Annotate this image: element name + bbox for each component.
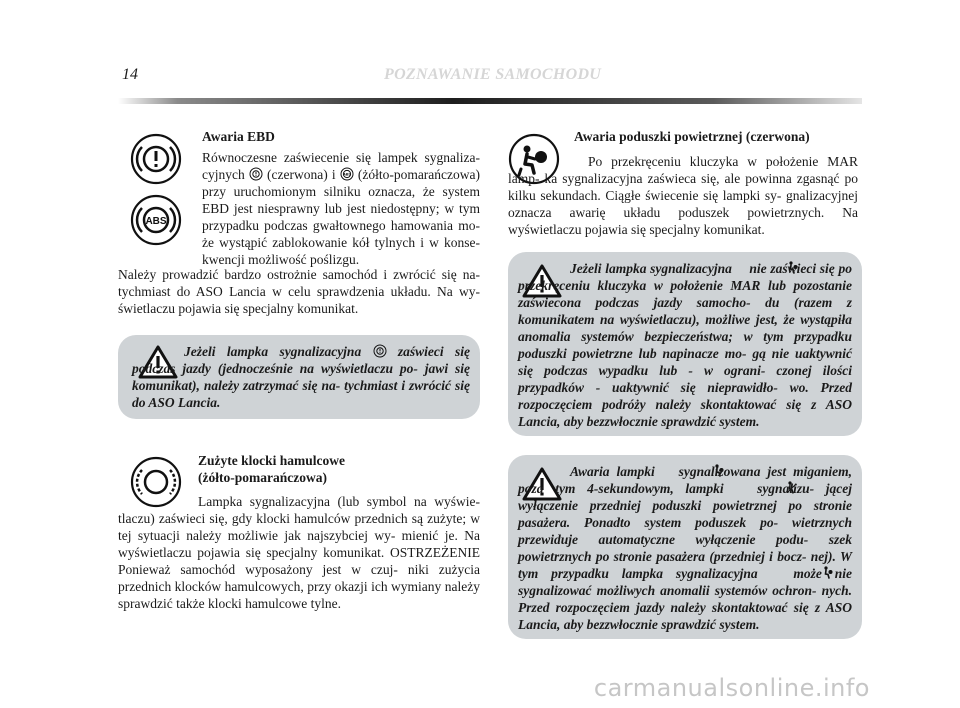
- brake-pads-text: Lampka sygnalizacyjna (lub symbol na wyświe- tlaczu) zaświeci się, gdy klocki hamulców przednich są zużyte; w tej sytuacji należy możliwie jak najszybciej wy- mienić je. Na wyświetlaczu pojawia się specjalny komunikat. OSTRZEŻENIE Ponieważ samochód wyposażony jest w czuj- niki zużycia przednich klocków hamulcowych, przy okazji ich wymiany należy sprawdzić także klocki hamulcowe tylne.: [118, 494, 480, 611]
- airbag-text: Po przekręceniu kluczyka w położenie MAR lamp- ka sygnalizacyjna zaświeca się, ale powinna zgasnąć po kilku sekundach. Ciągłe świecenie się lampki sy- gnalizacyjnej oznacza awarię układu poduszek powietrznych. Na wyświetlaczu pojawia się specjalny komunikat.: [508, 154, 858, 237]
- airbag-warning-2-text: [518, 463, 852, 633]
- svg-text:ABS: ABS: [342, 172, 351, 177]
- airbag-warning-2-text-b: sygnalizowana jest miganiem, poza tym 4-sekundowym, lampki: [518, 464, 852, 496]
- airbag-warning-2-text-a: Awaria lampki: [570, 464, 655, 479]
- airbag-warning-1-text-a: Jeżeli lampka sygnalizacyjna: [570, 261, 732, 276]
- ebd-line2b: (czerwona) i: [267, 167, 336, 182]
- page-number: 14: [122, 66, 138, 83]
- brake-pads-title-2: (żółto-pomarańczowa): [198, 470, 327, 485]
- ebd-body: [202, 149, 480, 268]
- svg-text:ABS: ABS: [145, 216, 167, 227]
- brake-warning-inline-icon: [249, 167, 263, 181]
- airbag-inline-icon: [736, 261, 746, 274]
- airbag-warning-box-1: [508, 252, 862, 436]
- airbag-warning-2-text-c: sygnalizu- jącej wyłączenie przedniej poduszki powietrznej po stronie pasażera. Ponadto system poduszek po- wietrznych przewiduje automatyczne wyłączenie podu- szek powietrznych po stronie pasażera (przedniej i bocz- nej). W tym przypadku lampka sygnalizacyjna: [518, 481, 852, 581]
- passenger-airbag-off-inline-icon: [735, 481, 745, 494]
- header-rule: [118, 98, 862, 104]
- brake-warning-icon: [130, 133, 182, 185]
- airbag-title: Awaria poduszki powietrznej (czerwona): [574, 129, 810, 144]
- ebd-warning-box: [118, 335, 480, 419]
- brake-pads-title-1: Zużyte klocki hamulcowe: [198, 453, 345, 468]
- airbag-warning-2-text-d: może nie sygnalizować możliwych anomalii systemów ochron- nych. Przed rozpoczęciem jazdy należy skontaktować się z ASO Lancia, aby bezzwłocznie sprawdzić system.: [518, 566, 852, 632]
- airbag-warning-box-2: [508, 455, 862, 639]
- watermark: carmanualsonline.info: [593, 674, 870, 702]
- abs-icon: [130, 194, 182, 246]
- ebd-warning-text-a: Jeżeli lampka sygnalizacyjna: [184, 344, 362, 359]
- airbag-warning-1-text-b: nie zaświeci się po przekręceniu kluczyka w położenie MAR lub pozostanie zaświecona podczas jazdy samocho- du (razem z komunikatem na wyświetlaczu), możliwe jest, że wystąpiła anomalia systemów bezpieczeństwa; w tym przypadku poduszki powietrzne lub napinacze mo- gą nie uaktywnić się podczas wypadku lub - w ograni- czonej ilości przypadków - uaktywnić się nieprawidło- wo. Przed rozpoczęciem podróży należy skontaktować się z ASO Lancia, aby bezzwłocznie sprawdzić system.: [518, 261, 852, 429]
- ebd-warning-text: [132, 343, 470, 411]
- ebd-rest: przy uruchomionym silniku oznacza, że system EBD jest niesprawny lub jest niedostępny; w tym przypadku podczas gwałtownego hamowania mo- że wystąpić zablokowanie kół tylnych i w konse- kwencji możliwość poślizgu.: [202, 184, 480, 267]
- abs-inline-icon: [340, 167, 354, 181]
- airbag-inline-icon: [771, 566, 781, 579]
- airbag-inline-icon: [662, 464, 672, 477]
- ebd-line1: Równoczesne zaświecenie się lampek sygnaliza-: [202, 150, 480, 165]
- airbag-warning-1-text: [518, 260, 852, 430]
- ebd-warning-text-b: zaświeci się podczas jazdy (jednocześnie na wyświetlaczu po- jawi się komunikat), należy zatrzymać się na- tychmiast i zwrócić się do ASO Lancia.: [132, 344, 471, 410]
- section-title: POZNAWANIE SAMOCHODU: [384, 66, 602, 83]
- brake-warning-inline-icon: [373, 344, 387, 358]
- ebd-title: Awaria EBD: [202, 129, 275, 144]
- ebd-line2a: cyjnych: [202, 167, 245, 182]
- ebd-line2c: (żółto-pomarańczowa): [357, 167, 481, 182]
- ebd-after-text: Należy prowadzić bardzo ostrożnie samochód i zwrócić się na- tychmiast do ASO Lancia w celu sprawdzenia układu. Na wy- świetlaczu pojawia się specjalny komunikat.: [118, 267, 480, 316]
